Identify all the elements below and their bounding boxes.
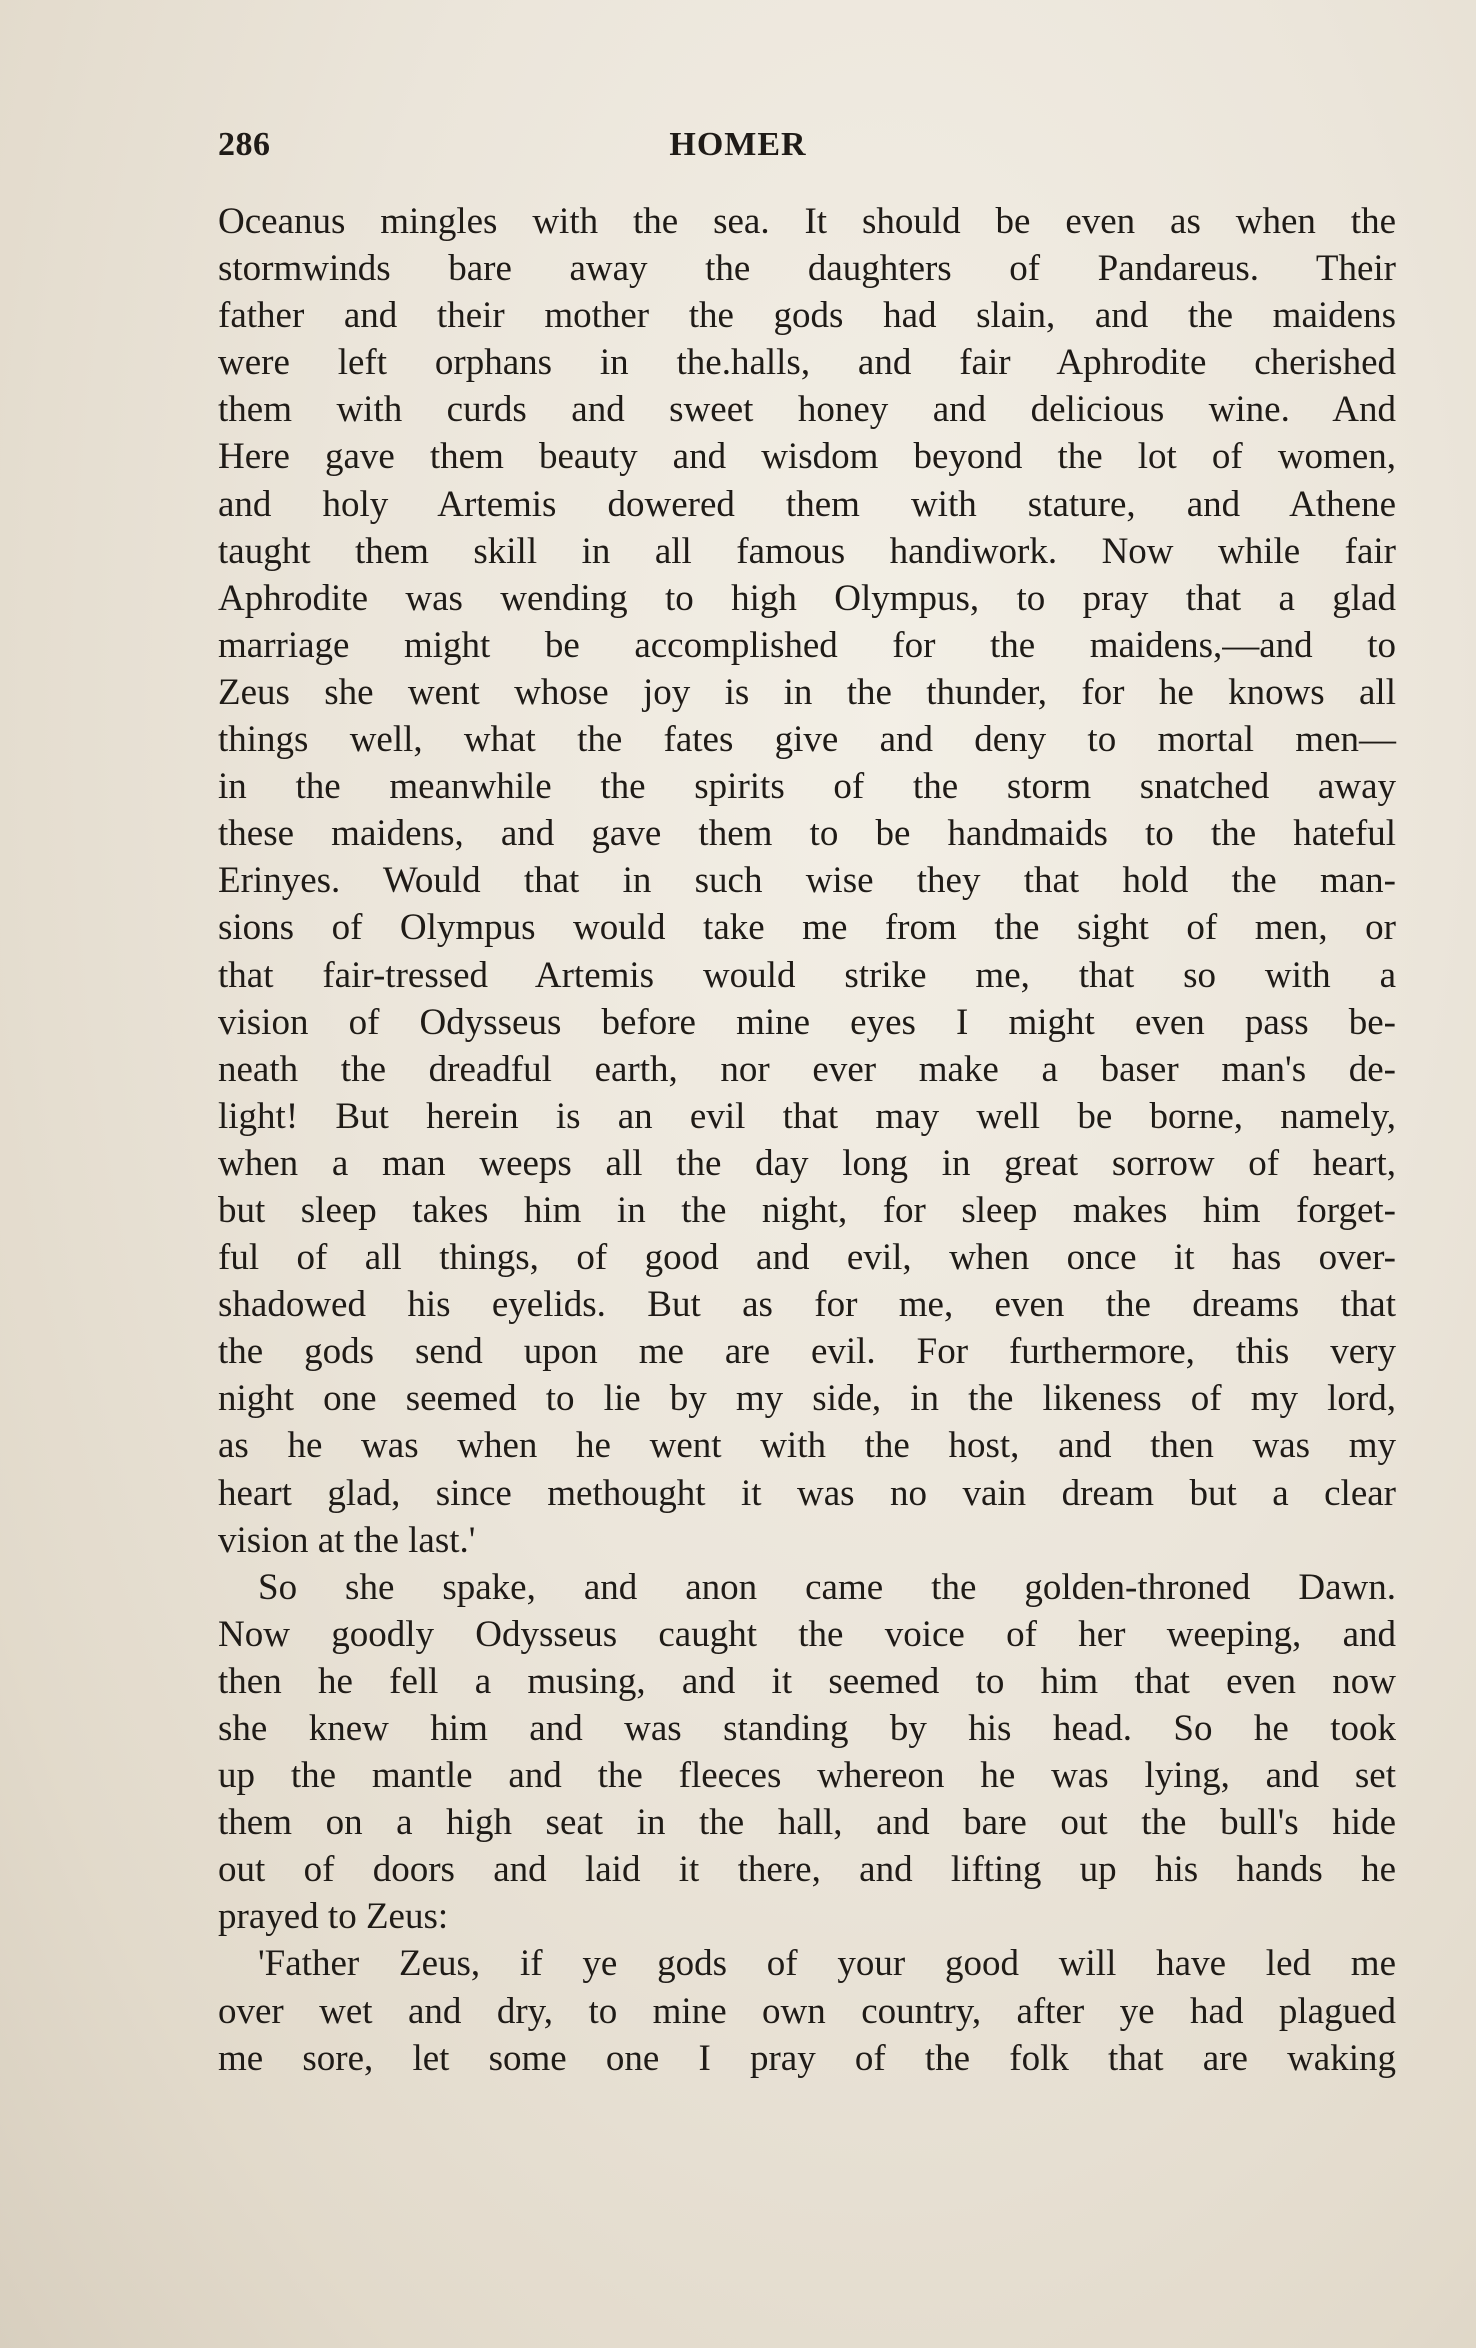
text-line: vision of Odysseus before mine eyes I might even pass be- (218, 1001, 1396, 1043)
text-line: then he fell a musing, and it seemed to him that even now (218, 1660, 1396, 1702)
text-line: as he was when he went with the host, and then was my (218, 1425, 1396, 1467)
text-line: the gods send upon me are evil. For furthermore, this very (218, 1331, 1396, 1373)
text-line: that fair-tressed Artemis would strike me, that so with a (218, 954, 1396, 996)
text-line: she knew him and was standing by his head. So he took (218, 1708, 1396, 1749)
text-line: and holy Artemis dowered them with stature, and Athene (218, 483, 1396, 525)
text-line: vision at the last.' (218, 1519, 476, 1561)
text-line: Now goodly Odysseus caught the voice of her weeping, and (218, 1613, 1396, 1655)
text-line: marriage might be accomplished for the maidens,—and to (218, 624, 1396, 666)
text-line: in the meanwhile the spirits of the storm snatched away (218, 766, 1396, 808)
text-line: ful of all things, of good and evil, when once it has over- (218, 1237, 1396, 1279)
text-line: out of doors and laid it there, and lifting up his hands he (218, 1849, 1396, 1891)
body-text (218, 198, 1396, 2082)
text-line: sions of Olympus would take me from the sight of men, or (218, 907, 1396, 949)
text-line: So she spake, and anon came the golden-throned Dawn. (258, 1566, 1396, 1608)
page-number: 286 (218, 126, 271, 163)
text-line: prayed to Zeus: (218, 1896, 449, 1938)
text-line: light! But herein is an evil that may well be borne, namely, (218, 1095, 1396, 1137)
text-line: taught them skill in all famous handiwork. Now while fair (218, 530, 1396, 572)
text-line: were left orphans in the.halls, and fair Aphrodite cherished (218, 342, 1396, 384)
text-line: these maidens, and gave them to be handmaids to the hateful (218, 813, 1396, 855)
text-line: Here gave them beauty and wisdom beyond the lot of women, (218, 436, 1396, 478)
text-line: neath the dreadful earth, nor ever make a baser man's de- (218, 1048, 1396, 1090)
text-line: heart glad, since methought it was no vain dream but a clear (218, 1472, 1396, 1514)
text-line: me sore, let some one I pray of the folk that are waking (218, 2037, 1396, 2079)
text-line: Zeus she went whose joy is in the thunder, for he knows all (218, 671, 1396, 713)
text-line: shadowed his eyelids. But as for me, even the dreams that (218, 1284, 1396, 1326)
text-line: but sleep takes him in the night, for sleep makes him forget- (218, 1189, 1396, 1231)
text-line: when a man weeps all the day long in great sorrow of heart, (218, 1142, 1396, 1184)
text-line: over wet and dry, to mine own country, after ye had plagued (218, 1990, 1396, 2032)
text-line: 'Father Zeus, if ye gods of your good will have led me (258, 1943, 1396, 1985)
text-line: father and their mother the gods had slain, and the maidens (218, 295, 1396, 337)
text-line: night one seemed to lie by my side, in the likeness of my lord, (218, 1378, 1396, 1420)
text-line: stormwinds bare away the daughters of Pandareus. Their (218, 248, 1396, 290)
text-line: things well, what the fates give and deny to mortal men— (218, 719, 1396, 761)
text-line: Erinyes. Would that in such wise they that hold the man- (218, 860, 1396, 902)
text-line: up the mantle and the fleeces whereon he was lying, and set (218, 1755, 1396, 1797)
text-line: Oceanus mingles with the sea. It should be even as when the (218, 201, 1396, 242)
text-line: them with curds and sweet honey and delicious wine. And (218, 389, 1396, 431)
text-line: Aphrodite was wending to high Olympus, to pray that a glad (218, 577, 1396, 619)
text-line: them on a high seat in the hall, and bare out the bull's hide (218, 1802, 1396, 1844)
running-title: HOMER (669, 126, 807, 163)
